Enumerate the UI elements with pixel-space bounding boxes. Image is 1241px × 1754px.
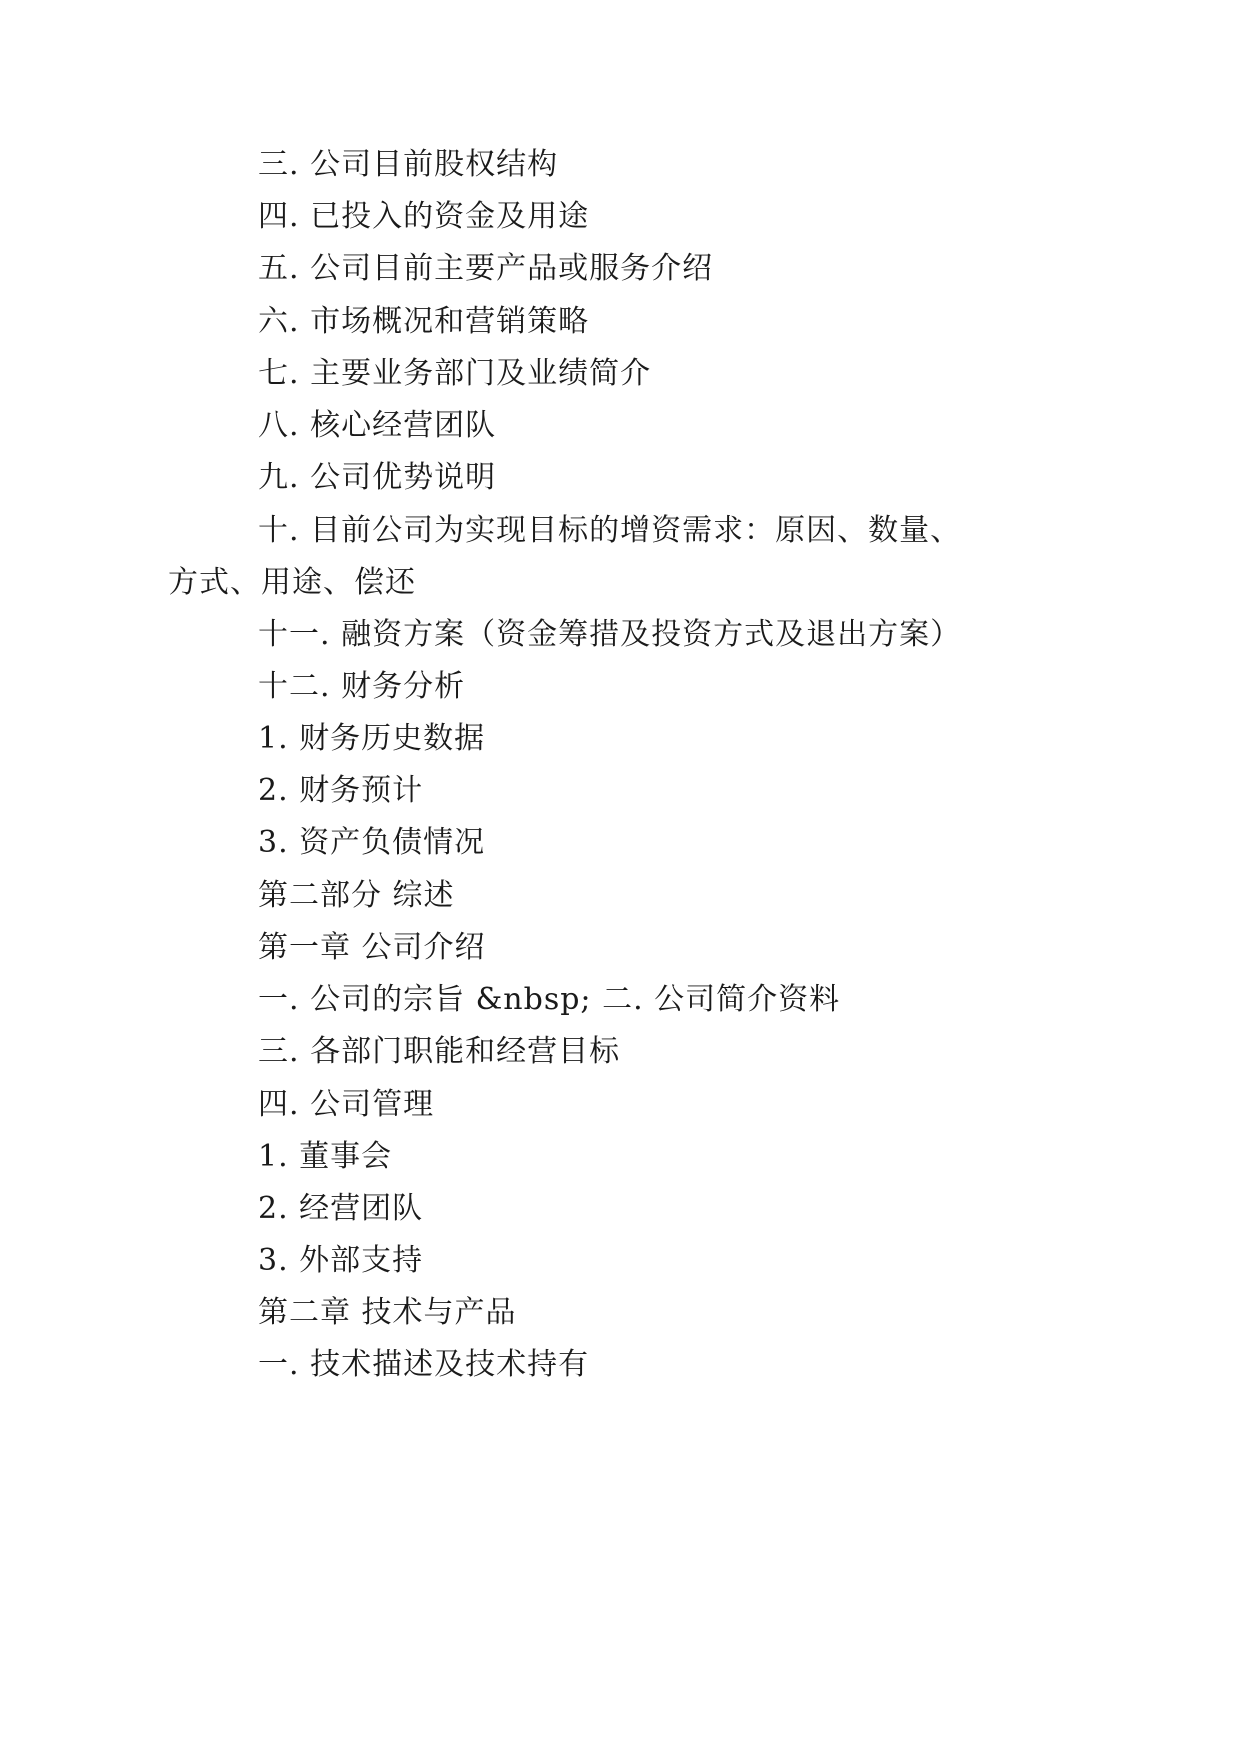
toc-item-invested-funds: 四. 已投入的资金及用途 [258,199,590,234]
toc-item-products-services: 五. 公司目前主要产品或服务介绍 [258,251,714,286]
toc-subitem-board: 1. 董事会 [258,1139,393,1174]
toc-subitem-management-team: 2. 经营团队 [258,1191,424,1226]
toc-item-core-team: 八. 核心经营团队 [258,408,497,443]
toc-item-department-functions: 三. 各部门职能和经营目标 [258,1034,621,1069]
toc-subitem-financial-history: 1. 财务历史数据 [258,721,486,756]
toc-item-purpose-profile: 一. 公司的宗旨 &nbsp; 二. 公司简介资料 [258,982,841,1017]
toc-subitem-financial-forecast: 2. 财务预计 [258,773,424,808]
toc-item-financial-analysis: 十二. 财务分析 [258,669,466,704]
toc-item-capital-needs-cont: 方式、用途、偿还 [168,565,416,600]
toc-chapter-two: 第二章 技术与产品 [258,1295,517,1330]
toc-chapter-one: 第一章 公司介绍 [258,930,486,965]
toc-part-two-overview: 第二部分 综述 [258,878,455,913]
toc-item-financing-plan: 十一. 融资方案（资金筹措及投资方式及退出方案） [258,617,962,652]
toc-subitem-assets-liabilities: 3. 资产负债情况 [258,825,486,860]
toc-item-technology-description: 一. 技术描述及技术持有 [258,1347,590,1382]
toc-item-advantages: 九. 公司优势说明 [258,460,497,495]
toc-item-equity-structure: 三. 公司目前股权结构 [258,147,559,182]
toc-subitem-external-support: 3. 外部支持 [258,1243,424,1278]
toc-item-market-marketing: 六. 市场概况和营销策略 [258,304,590,339]
toc-item-capital-needs: 十. 目前公司为实现目标的增资需求：原因、数量、 [258,513,962,548]
toc-item-business-departments: 七. 主要业务部门及业绩简介 [258,356,652,391]
toc-item-company-management: 四. 公司管理 [258,1087,435,1122]
